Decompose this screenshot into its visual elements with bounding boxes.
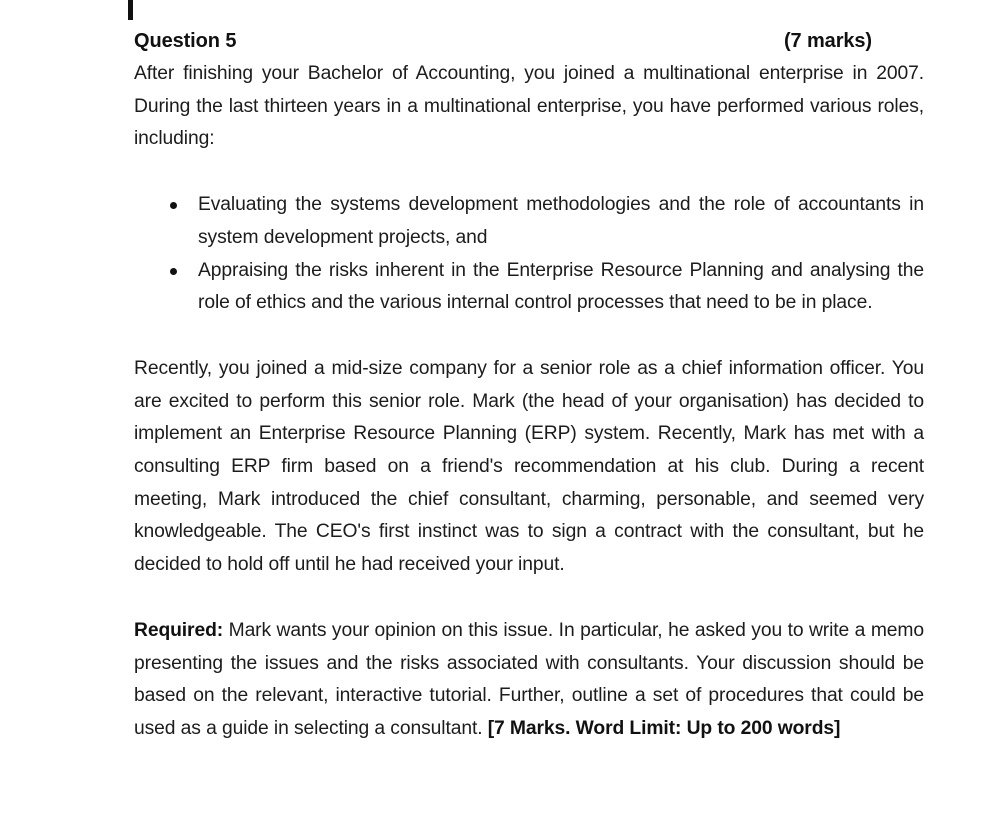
required-text: Mark wants your opinion on this issue. In particular, he asked you to write a memo presenting the issues and the risks associated with consultants. Your discussion should be based on the relevant, interactive tutorial. Further, outline a set of procedures that could be used as a guide in selecting a consultant. bbox=[134, 619, 924, 739]
text-cursor-bar bbox=[128, 0, 133, 20]
word-limit-note: [7 Marks. Word Limit: Up to 200 words] bbox=[487, 717, 841, 739]
list-item-text: Appraising the risks inherent in the Enterprise Resource Planning and analysing the role of ethics and the various internal control processes that need to be in place. bbox=[198, 259, 924, 314]
required-paragraph bbox=[134, 615, 924, 746]
required-label: Required: bbox=[134, 619, 224, 641]
intro-paragraph: After finishing your Bachelor of Accounting, you joined a multinational enterprise in 2007. During the last thirteen years in a multinational enterprise, you have performed various roles, including: bbox=[134, 63, 924, 150]
question-title: Question 5 bbox=[134, 30, 237, 52]
spacer bbox=[134, 582, 924, 615]
list-item-text: Evaluating the systems development methodologies and the role of accountants in system development projects, and bbox=[198, 194, 924, 248]
list-item bbox=[134, 189, 924, 254]
list-item bbox=[134, 255, 924, 320]
spacer bbox=[134, 156, 924, 189]
roles-list bbox=[134, 189, 924, 320]
spacer bbox=[134, 320, 924, 353]
bullet-icon bbox=[170, 268, 177, 275]
document-page bbox=[134, 24, 924, 746]
question-header bbox=[134, 24, 924, 58]
scenario-paragraph: Recently, you joined a mid-size company for a senior role as a chief information officer. You are excited to perform this senior role. Mark (the head of your organisation) has decided to implement an Enterprise Resource Planning (ERP) system. Recently, Mark has met with a consulting ERP firm based on a friend's recommendation at his club. During a recent meeting, Mark introduced the chief consultant, charming, personable, and seemed very knowledgeable. The CEO's first instinct was to sign a contract with the consultant, but he decided to hold off until he had received your input. bbox=[134, 357, 924, 576]
bullet-icon bbox=[170, 202, 177, 209]
question-marks: (7 marks) bbox=[783, 30, 872, 52]
